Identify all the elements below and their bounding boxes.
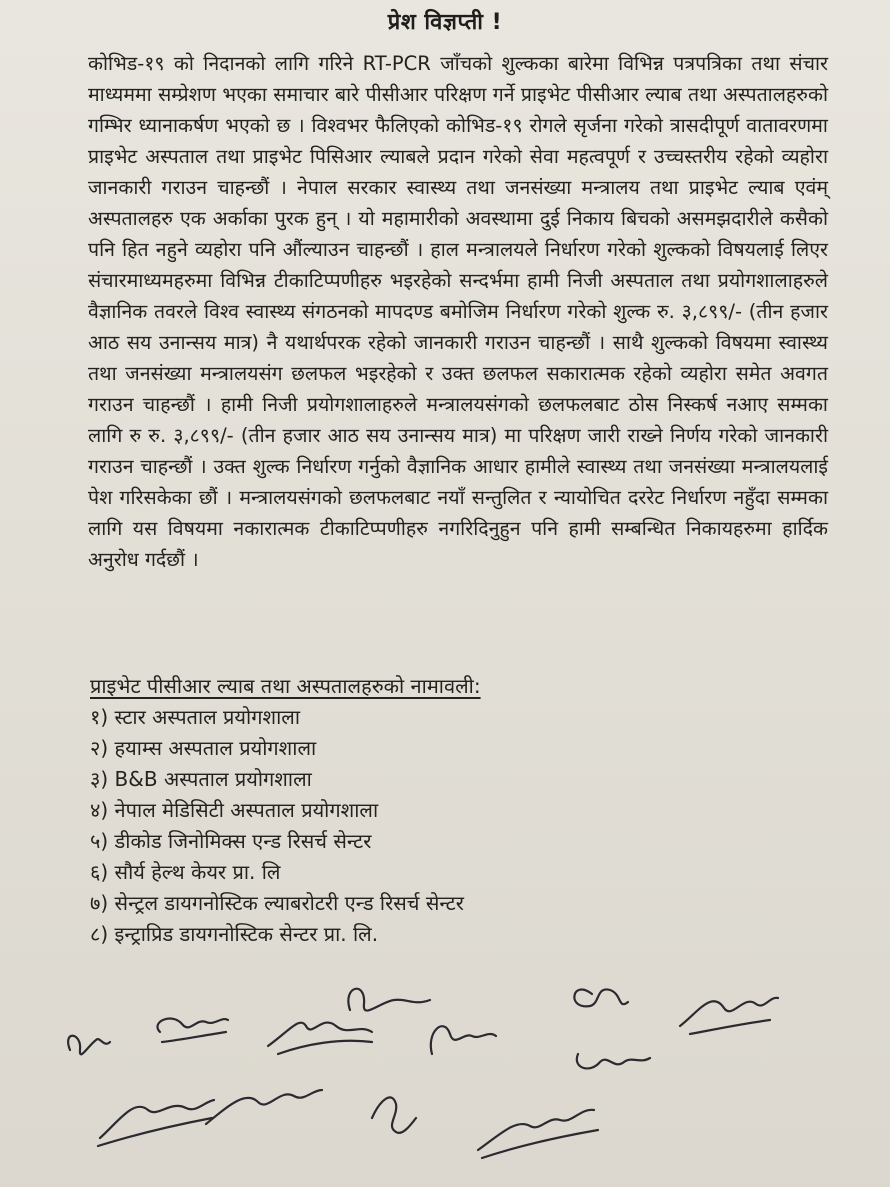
list-item: ६) सौर्य हेल्थ केयर प्रा. लि xyxy=(90,860,281,884)
signature-9 xyxy=(98,1100,214,1146)
list-item: ८) इन्ट्राप्रिड डायगनोस्टिक सेन्टर प्रा. लि. xyxy=(90,922,379,946)
list-item: ७) सेन्ट्रल डायगनोस्टिक ल्याबरोटरी एन्ड रिसर्च सेन्टर xyxy=(90,891,464,915)
signature-2 xyxy=(157,1019,228,1042)
press-release-body: कोभिड-१९ को निदानको लागि गरिने RT-PCR जाँचको शुल्कका बारेमा विभिन्न पत्रपत्रिका तथा संचार माध्यममा सम्प्रेशण भएका समाचार बारे पीसीआर परिक्षण गर्ने प्राइभेट पीसीआर ल्याब तथा अस्पतालहरुको गम्भिर ध्यानाकर्षण भएको छ । विश्वभर फैलिएको कोभिड-१९ रोगले सृर्जना गरेको त्रासदीपूर्ण वातावरणमा प्राइभेट अस्पताल तथा प्राइभेट पिसिआर ल्याबले प्रदान गरेको सेवा महत्वपूर्ण र उच्चस्तरीय रहेको व्यहोरा जानकारी गराउन चाहन्छौं । नेपाल सरकार स्वास्थ्य तथा जनसंख्या मन्त्रालय तथा प्राइभेट ल्याब एवंम् अस्पतालहरु एक अर्काका पुरक हुन् । यो महामारीको अवस्थामा दुई निकाय बिचको असमझदारीले कसैको पनि हित नहुने व्यहोरा पनि औंल्याउन चाहन्छौं । हाल मन्त्रालयले निर्धारण गरेको शुल्कको विषयलाई लिएर संचारमाध्यमहरुमा विभिन्न टीकाटिप्पणीहरु भइरहेको सन्दर्भमा हामी निजी अस्पताल तथा प्रयोगशालाहरुले वैज्ञानिक तवरले विश्व स्वास्थ्य संगठनको मापदण्ड बमोजिम निर्धारण गरेको शुल्क रु. ३,८९९/- (तीन हजार आठ सय उनान्सय मात्र) नै यथार्थपरक रहेको जानकारी गराउन चाहन्छौं । साथै शुल्कको विषयमा स्वास्थ्य तथा जनसंख्या मन्त्रालयसंग छलफल भइरहेको र उक्त छलफल सकारात्मक रहेको व्यहोरा समेत अवगत गराउन चाहन्छौं । हामी निजी प्रयोगशालाहरुले मन्त्रालयसंगको छलफलबाट ठोस निस्कर्ष नआए सम्मका लागि रु रु. ३,८९९/- (तीन हजार आठ सय उनान्सय मात्र) मा परिक्षण जारी राख्ने निर्णय गरेको जानकारी गराउन चाहन्छौं । उक्त शुल्क निर्धारण गर्नुको वैज्ञानिक आधार हामीले स्वास्थ्य तथा जनसंख्या मन्त्रालयलाई पेश गरिसकेका छौं । मन्त्रालयसंगको छलफलबाट नयाँ सन्तुलित र न्यायोचित दररेट निर्धारण नहुँदा सम्मका लागि यस विषयमा नकारात्मक टीकाटिप्पणीहरु नगरिदिनुहुन पनि हामी सम्बन्धित निकायहरुमा हार्दिक अनुरोध गर्दछौं । xyxy=(88,52,828,571)
signature-12 xyxy=(478,1110,598,1158)
list-item: ४) नेपाल मेडिसिटी अस्पताल प्रयोगशाला xyxy=(90,798,379,822)
signature-6 xyxy=(574,989,628,1006)
page-title: प्रेश विज्ञप्ती ! xyxy=(387,10,503,35)
lab-list xyxy=(90,702,464,950)
signature-8 xyxy=(577,1054,650,1068)
lab-list-heading: प्राइभेट पीसीआर ल्याब तथा अस्पतालहरुको नामावली: xyxy=(90,674,481,698)
signature-1 xyxy=(68,1036,110,1055)
list-item: ३) B&B अस्पताल प्रयोगशाला xyxy=(90,767,312,791)
signature-3 xyxy=(268,1023,372,1054)
signature-5 xyxy=(431,1026,496,1054)
list-item: २) हयाम्स अस्पताल प्रयोगशाला xyxy=(90,736,317,760)
signature-11 xyxy=(372,1097,416,1133)
list-item: १) स्टार अस्पताल प्रयोगशाला xyxy=(90,705,300,729)
list-item: ५) डीकोड जिनोमिक्स एन्ड रिसर्च सेन्टर xyxy=(90,829,372,853)
signatures-area xyxy=(0,950,890,1187)
signature-4 xyxy=(348,989,430,1011)
signature-7 xyxy=(680,998,778,1034)
signature-10 xyxy=(206,1090,322,1124)
